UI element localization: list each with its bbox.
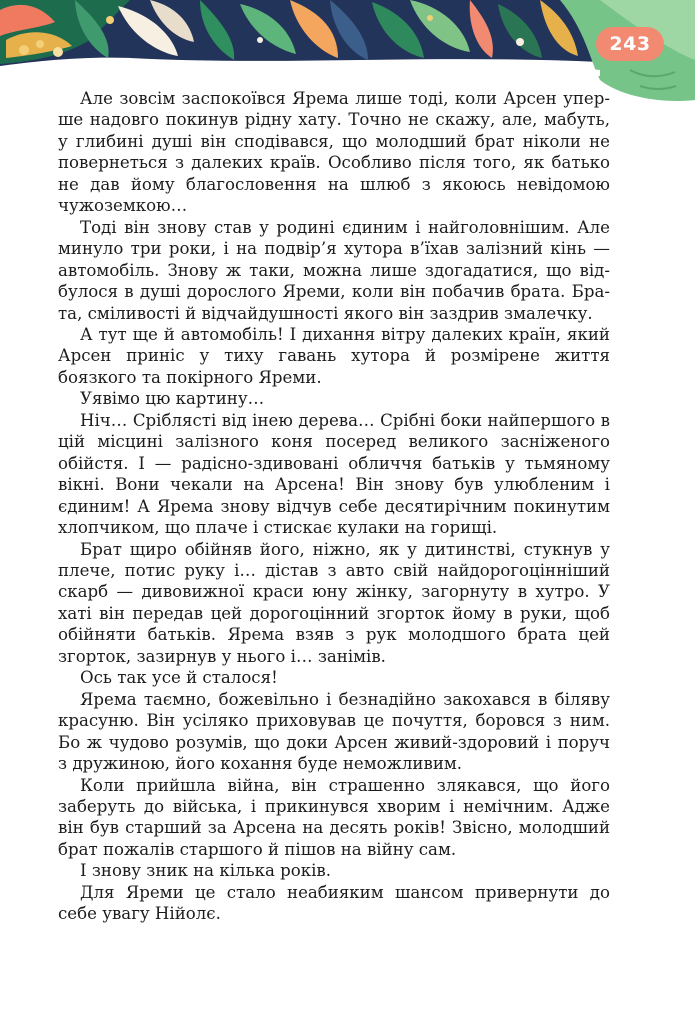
body-text bbox=[58, 88, 610, 925]
paragraph: Уявімо цю картину… bbox=[80, 389, 265, 409]
paragraph: Ніч… Сріблясті від інею дерева… Срібні боки найпершого в цій місцині залізного коня посеред великого засніженого обійстя. І — радісно-здивовані обличчя батьків у тьмяному вікні. Вони чекали на Арсена! Він знову був улюбленим і єдиним! А Ярема знову відчув себе десятирічним покинутим хлопчиком, що плаче і стискає кулаки на горищі. bbox=[58, 410, 610, 538]
paragraph: Ось так усе й сталося! bbox=[80, 668, 278, 688]
paragraph: Для Яреми це стало неабияким шансом привернути до себе увагу Нійолє. bbox=[58, 882, 610, 924]
paragraph: А тут ще й автомобіль! І дихання вітру далеких країн, який Арсен приніс у тиху гавань хутора й розмірене життя боязкого та покірного Яреми. bbox=[58, 324, 610, 387]
paragraph: Але зовсім заспокоївся Ярема лише тоді, коли Арсен уперше надовго покинув рідну хату. Точно не скажу, але, мабуть, у глибині душі він сподівався, що молодший брат ніколи не повернеться з далеких країв. Особливо після того, як батько не дав йому благословення на шлюб з якоюсь невідомою чужоземкою… bbox=[58, 89, 610, 216]
paragraph: Тоді він знову став у родині єдиним і найголовнішим. Але минуло три роки, і на подвір’я хутора в’їхав залізний кінь — автомобіль. Знову ж таки, можна лише здогадатися, що відбулося в душі дорослого Яреми, коли він побачив брата. Брата, сміливості й відчайдушності якого він заздрив змалечку. bbox=[58, 217, 610, 323]
paragraph: І знову зник на кілька років. bbox=[80, 861, 332, 881]
paragraph: Брат щиро обійняв його, ніжно, як у дитинстві, стукнув у плече, потис руку і… дістав з авто свій найдорогоцінніший скарб — дивовижної краси юну жінку, загорнуту в хутро. У хаті він передав цей дорогоцінний згорток йому в руки, щоб обійняти батьків. Ярема взяв з рук молодшого брата цей згорток, зазирнув у нього і… занімів. bbox=[58, 539, 610, 666]
paragraph: Ярема таємно, божевільно і безнадійно закохався в біляву красуню. Він усіляко приховував це почуття, боровся з ним. Бо ж чудово розумів, що доки Арсен живий-здоровий і поруч з дружиною, його кохання буде неможливим. bbox=[58, 689, 610, 774]
page-number: 243 bbox=[596, 27, 664, 61]
paragraph: Коли прийшла війна, він страшенно злякався, що його заберуть до війська, і прикинувся хворим і немічним. Адже він був старший за Арсена на десять років! Звісно, молодший брат пожалів старшого й пішов на війну сам. bbox=[58, 775, 610, 859]
